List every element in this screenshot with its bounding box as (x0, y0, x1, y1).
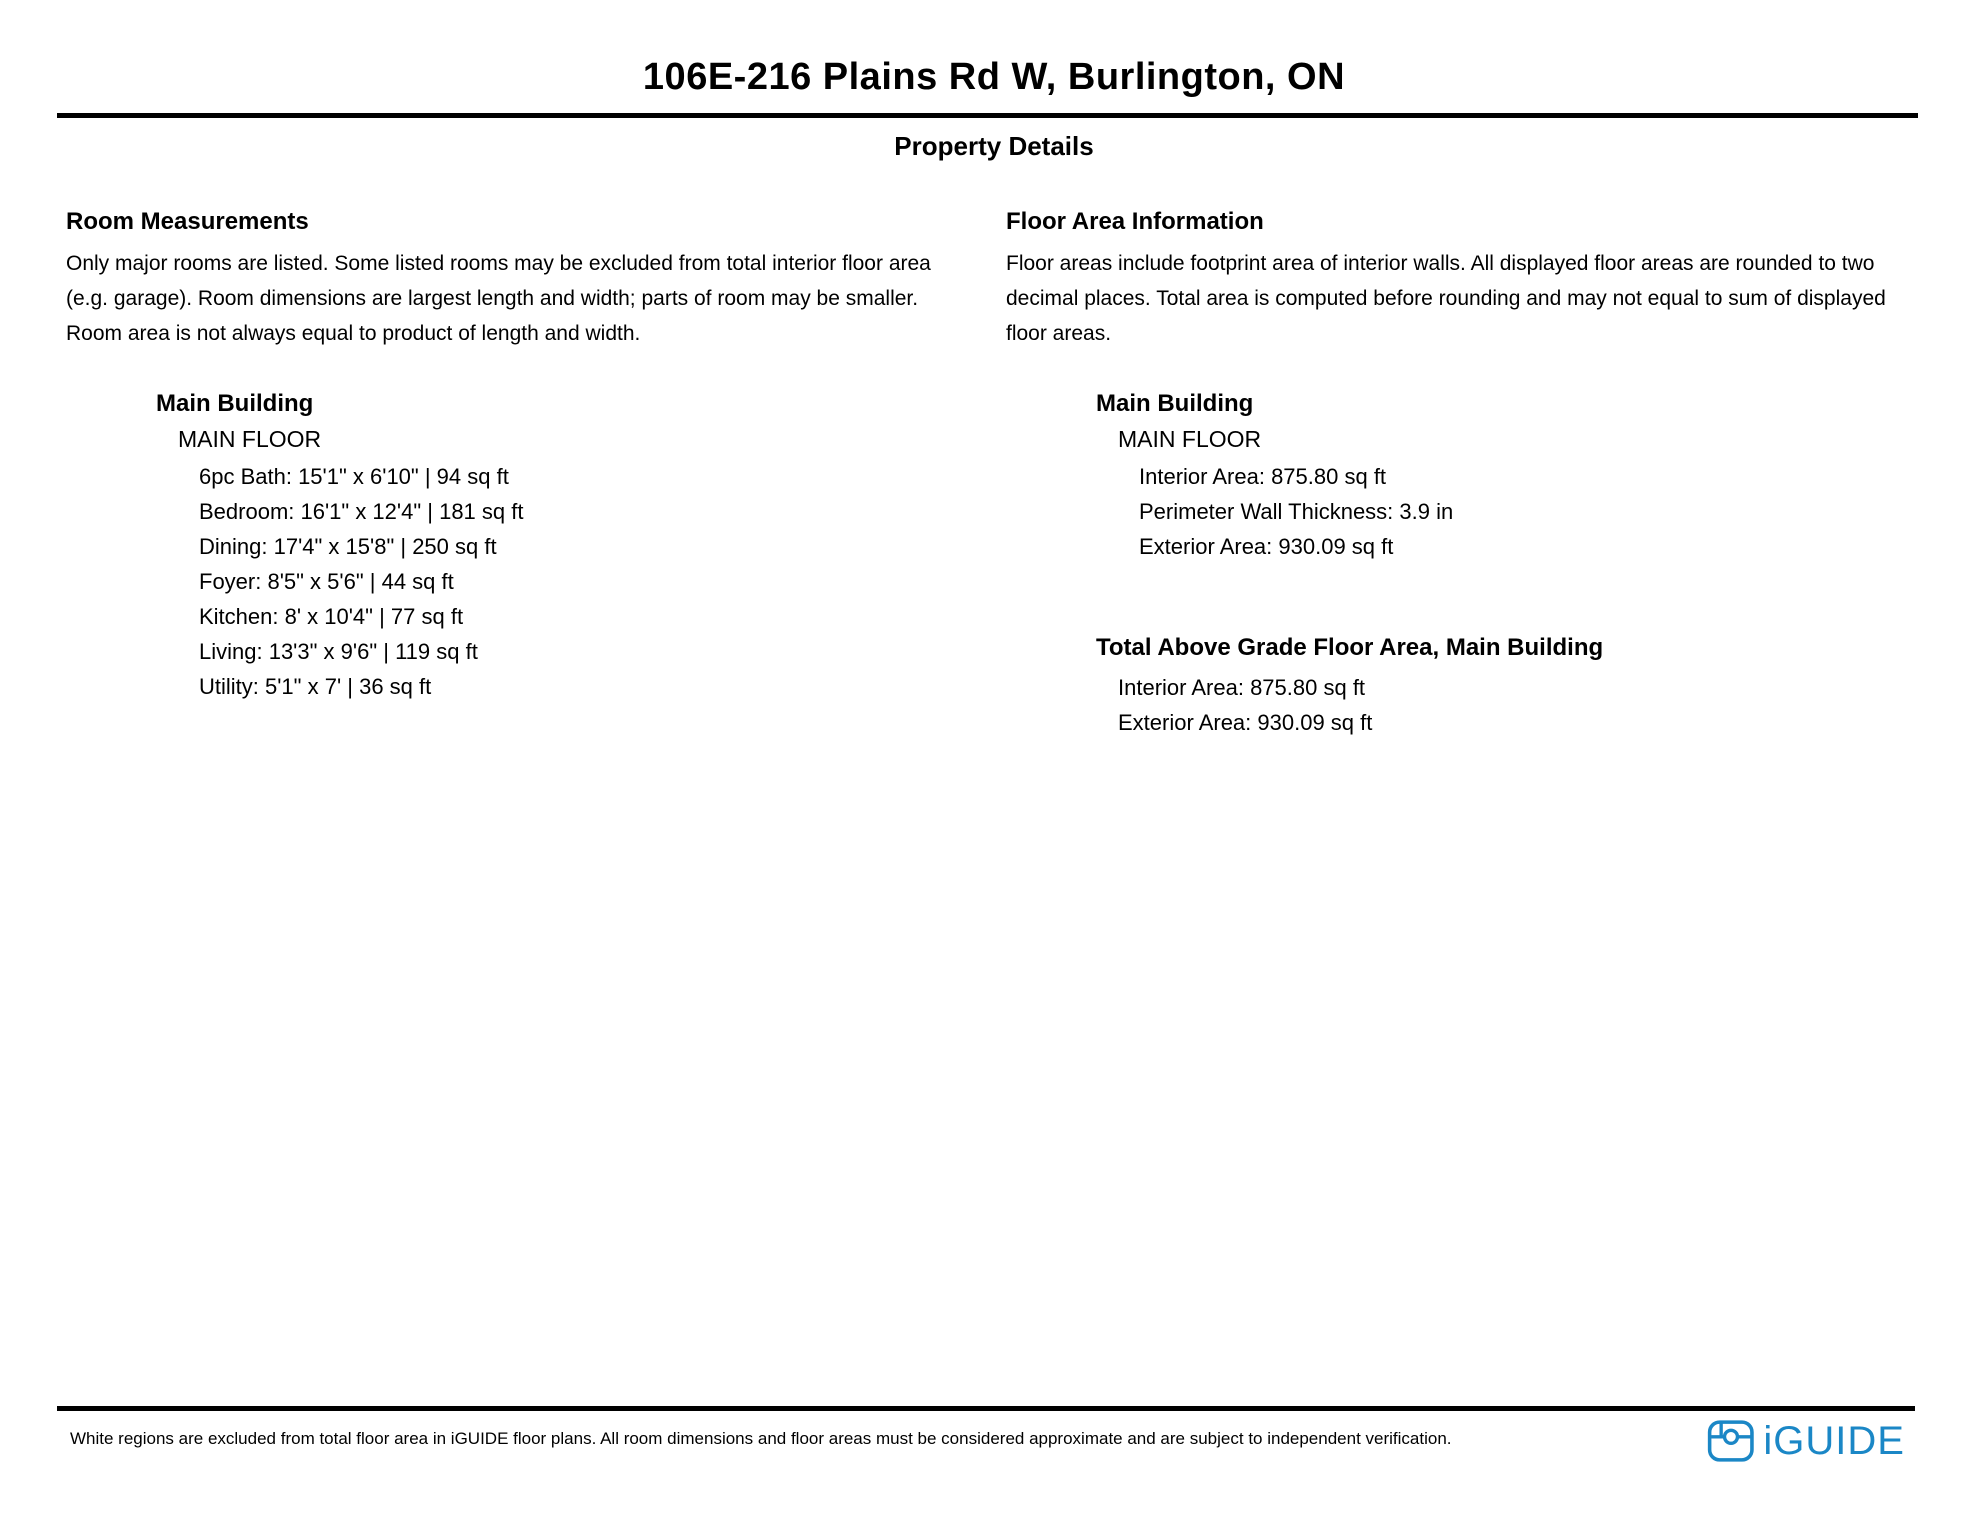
stat-line: Perimeter Wall Thickness: 3.9 in (1139, 499, 1454, 524)
floor-area-heading: Floor Area Information (1006, 208, 1264, 235)
building-name: Main Building (1096, 390, 1254, 417)
footer-row (0, 1411, 1988, 1463)
room-line: Bedroom: 16'1" x 12'4" | 181 sq ft (199, 499, 524, 524)
stat-line: Exterior Area: 930.09 sq ft (1118, 710, 1373, 735)
room-line: Utility: 5'1" x 7' | 36 sq ft (199, 674, 432, 699)
room-line: 6pc Bath: 15'1" x 6'10" | 94 sq ft (199, 464, 509, 489)
header-rule (57, 113, 1918, 118)
stat-line: Exterior Area: 930.09 sq ft (1139, 534, 1394, 559)
room-list (66, 459, 960, 704)
room-measurements-description: Only major rooms are listed. Some listed rooms may be excluded from total interior floor area (e.g. garage). Room dimensions are largest length and width; parts of room may be smaller. Room area is not always equal to product of length and width. (66, 252, 931, 345)
floor-stats-list (1006, 459, 1930, 564)
room-measurements-heading: Room Measurements (66, 208, 309, 235)
floor-name: MAIN FLOOR (178, 426, 322, 452)
iguide-camera-icon (1706, 1419, 1763, 1463)
room-measurements-section (66, 208, 960, 740)
stat-line: Interior Area: 875.80 sq ft (1118, 675, 1366, 700)
page-title: 106E-216 Plains Rd W, Burlington, ON (642, 56, 1346, 98)
page-subtitle: Property Details (894, 131, 1094, 161)
floor-area-description: Floor areas include footprint area of interior walls. All displayed floor areas are rounded to two decimal places. Total area is computed before rounding and may not equal to sum of displayed floor areas. (1006, 252, 1886, 345)
floor-area-building (1006, 390, 1930, 564)
room-line: Foyer: 8'5" x 5'6" | 44 sq ft (199, 569, 454, 594)
total-floor-area-heading: Total Above Grade Floor Area, Main Building (1096, 634, 1604, 661)
content-columns (0, 208, 1988, 740)
stat-line: Interior Area: 875.80 sq ft (1139, 464, 1387, 489)
building-name: Main Building (156, 390, 314, 417)
iguide-logo-text: iGUIDE (1763, 1419, 1905, 1463)
footer (0, 1406, 1988, 1463)
floor-area-section (1006, 208, 1930, 740)
room-measurements-building (66, 390, 960, 704)
room-line: Kitchen: 8' x 10'4" | 77 sq ft (199, 604, 464, 629)
footer-disclaimer: White regions are excluded from total floor area in iGUIDE floor plans. All room dimensions and floor areas must be considered approximate and are subject to independent verification. (70, 1429, 1452, 1448)
room-line: Living: 13'3" x 9'6" | 119 sq ft (199, 639, 478, 664)
total-floor-area-block (1006, 634, 1930, 740)
room-line: Dining: 17'4" x 15'8" | 250 sq ft (199, 534, 497, 559)
iguide-logo (1706, 1419, 1905, 1463)
floor-name: MAIN FLOOR (1118, 426, 1262, 452)
total-stats-list (1006, 670, 1930, 740)
